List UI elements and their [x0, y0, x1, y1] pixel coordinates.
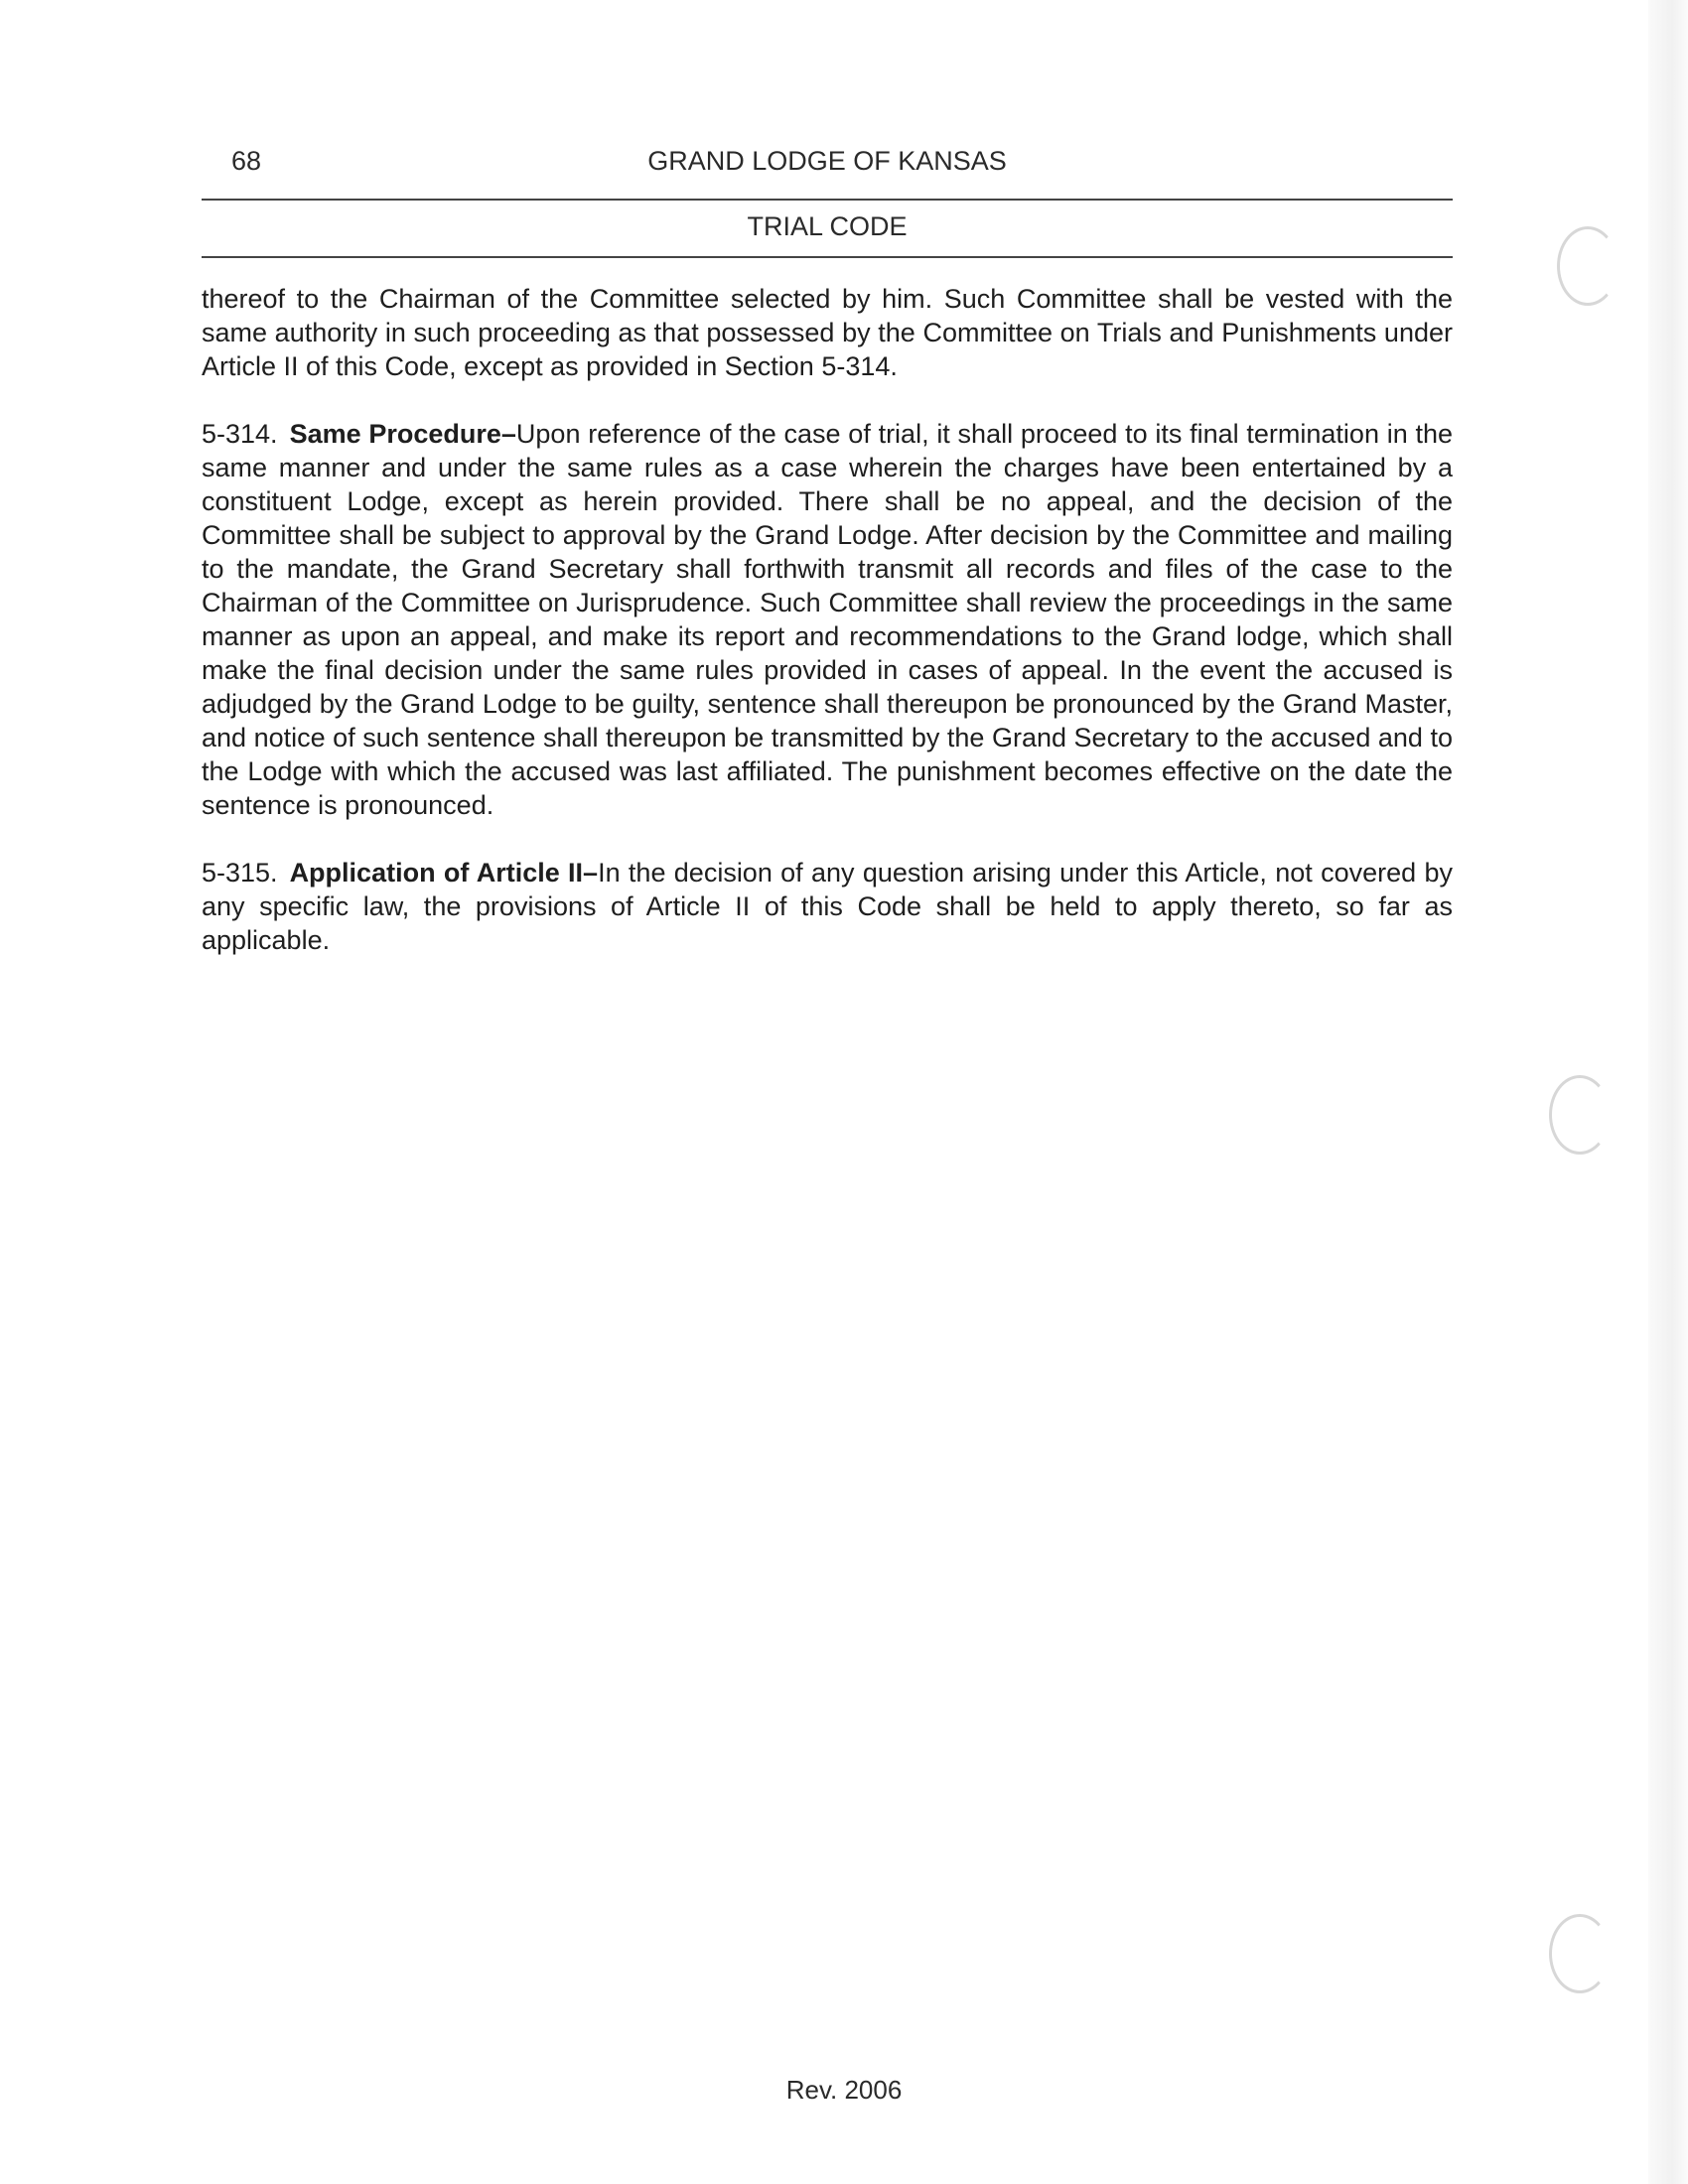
binder-hole-top	[1557, 226, 1618, 306]
section-heading: Same Procedure–	[289, 419, 516, 449]
paragraph-text: Upon reference of the case of trial, it shall proceed to its final termination in the same manner and under the same rules as a case wherein the charges have been entertained by a constituent Lodge, except as herein provided. There shall be no appeal, and the decision of the Committee shall be subject to approval by the Grand Lodge. After decision by the Committee and mailing to the mandate, the Grand Secretary shall forthwith transmit all records and files of the case to the Chairman of the Committee on Jurisprudence. Such Committee shall review the proceedings in the same manner as upon an appeal, and make its report and recommendations to the Grand lodge, which shall make the final decision under the same rules provided in cases of appeal. In the event the accused is adjudged by the Grand Lodge to be guilty, sentence shall thereupon be pronounced by the Grand Master, and notice of such sentence shall thereupon be transmitted by the Grand Secretary to the accused and to the Lodge with which the accused was last affiliated. The punishment becomes effective on the date the sentence is pronounced.	[202, 419, 1453, 820]
paragraph-text: In the decision of any question arising under this Article, not covered by any specific law, the provisions of Article II of this Code shall be held to apply thereto, so far as applicable.	[202, 858, 1453, 955]
binder-hole-middle	[1549, 1075, 1611, 1155]
binder-hole-bottom	[1549, 1914, 1611, 1993]
header-rule-bottom	[202, 256, 1453, 258]
page-footer: Rev. 2006	[785, 2075, 903, 2105]
page-number: 68	[231, 146, 262, 176]
page-edge-shadow	[1648, 0, 1688, 2184]
body-text	[202, 282, 1453, 991]
section-number: 5-315.	[202, 858, 278, 887]
section-number: 5-314.	[202, 419, 278, 449]
section-5-314	[202, 417, 1453, 822]
page-header	[202, 142, 1453, 182]
section-5-315	[202, 856, 1453, 957]
paragraph-continuation	[202, 282, 1453, 383]
paragraph-text: thereof to the Chairman of the Committee selected by him. Such Committee shall be vested with the same authority in such proceeding as that possessed by the Committee on Trials and Punishments under Article II of this Code, except as provided in Section 5-314.	[202, 284, 1453, 381]
section-heading: Application of Article II–	[289, 858, 599, 887]
header-rule-top	[202, 199, 1453, 201]
section-title: TRIAL CODE	[747, 211, 908, 241]
running-title: GRAND LODGE OF KANSAS	[647, 146, 1007, 176]
